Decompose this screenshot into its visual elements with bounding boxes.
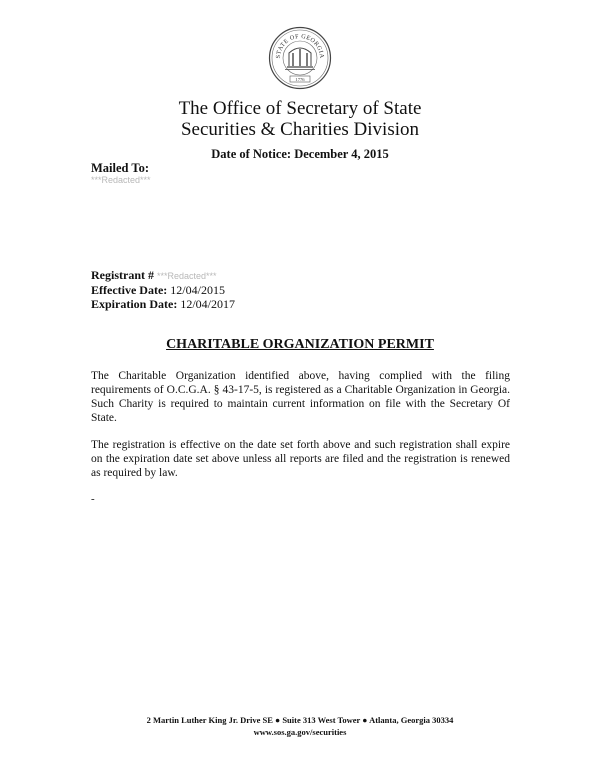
effective-date-label: Effective Date: [91, 283, 168, 297]
mailed-to-label: Mailed To: [91, 161, 149, 175]
notice-date-line [0, 147, 600, 162]
registrant-number-redacted: ***Redacted*** [157, 271, 217, 281]
expiration-date-label: Expiration Date: [91, 297, 178, 311]
expiration-date-value: 12/04/2017 [180, 297, 235, 311]
seal-year: 1776 [295, 77, 305, 82]
permit-title: CHARITABLE ORGANIZATION PERMIT [166, 337, 434, 352]
permit-paragraph-2: The registration is effective on the date set forth above and such registration shall expire on the expiration date set above unless all reports are filed and the registration is renewed as required by law. [91, 439, 510, 479]
footer-address: 2 Martin Luther King Jr. Drive SE ● Suite 313 West Tower ● Atlanta, Georgia 30334 [146, 715, 454, 725]
office-title: The Office of Secretary of State [178, 98, 422, 119]
division-title: Securities & Charities Division [180, 119, 419, 140]
footer-website: www.sos.ga.gov/securities [253, 727, 347, 737]
notice-date-label: Date of Notice: [211, 147, 292, 161]
effective-date-value: 12/04/2015 [170, 283, 225, 297]
registrant-number-line [91, 268, 217, 283]
state-seal-icon [268, 26, 332, 90]
trailing-dash: - [91, 493, 95, 505]
permit-paragraph-1: The Charitable Organization identified above, having complied with the filing requirements of O.C.G.A. § 43-17-5, is registered as a Charitable Organization in Georgia. Such Charity is required to maintain current information on file with the Secretary Of State. [91, 370, 510, 424]
effective-date-line [91, 283, 225, 298]
expiration-date-line [91, 297, 235, 312]
mailed-to-redacted: ***Redacted*** [91, 175, 151, 185]
notice-date-value: December 4, 2015 [294, 147, 389, 161]
seal-top-text: STATE OF GEORGIA [274, 32, 326, 59]
registrant-number-label: Registrant # [91, 268, 154, 282]
